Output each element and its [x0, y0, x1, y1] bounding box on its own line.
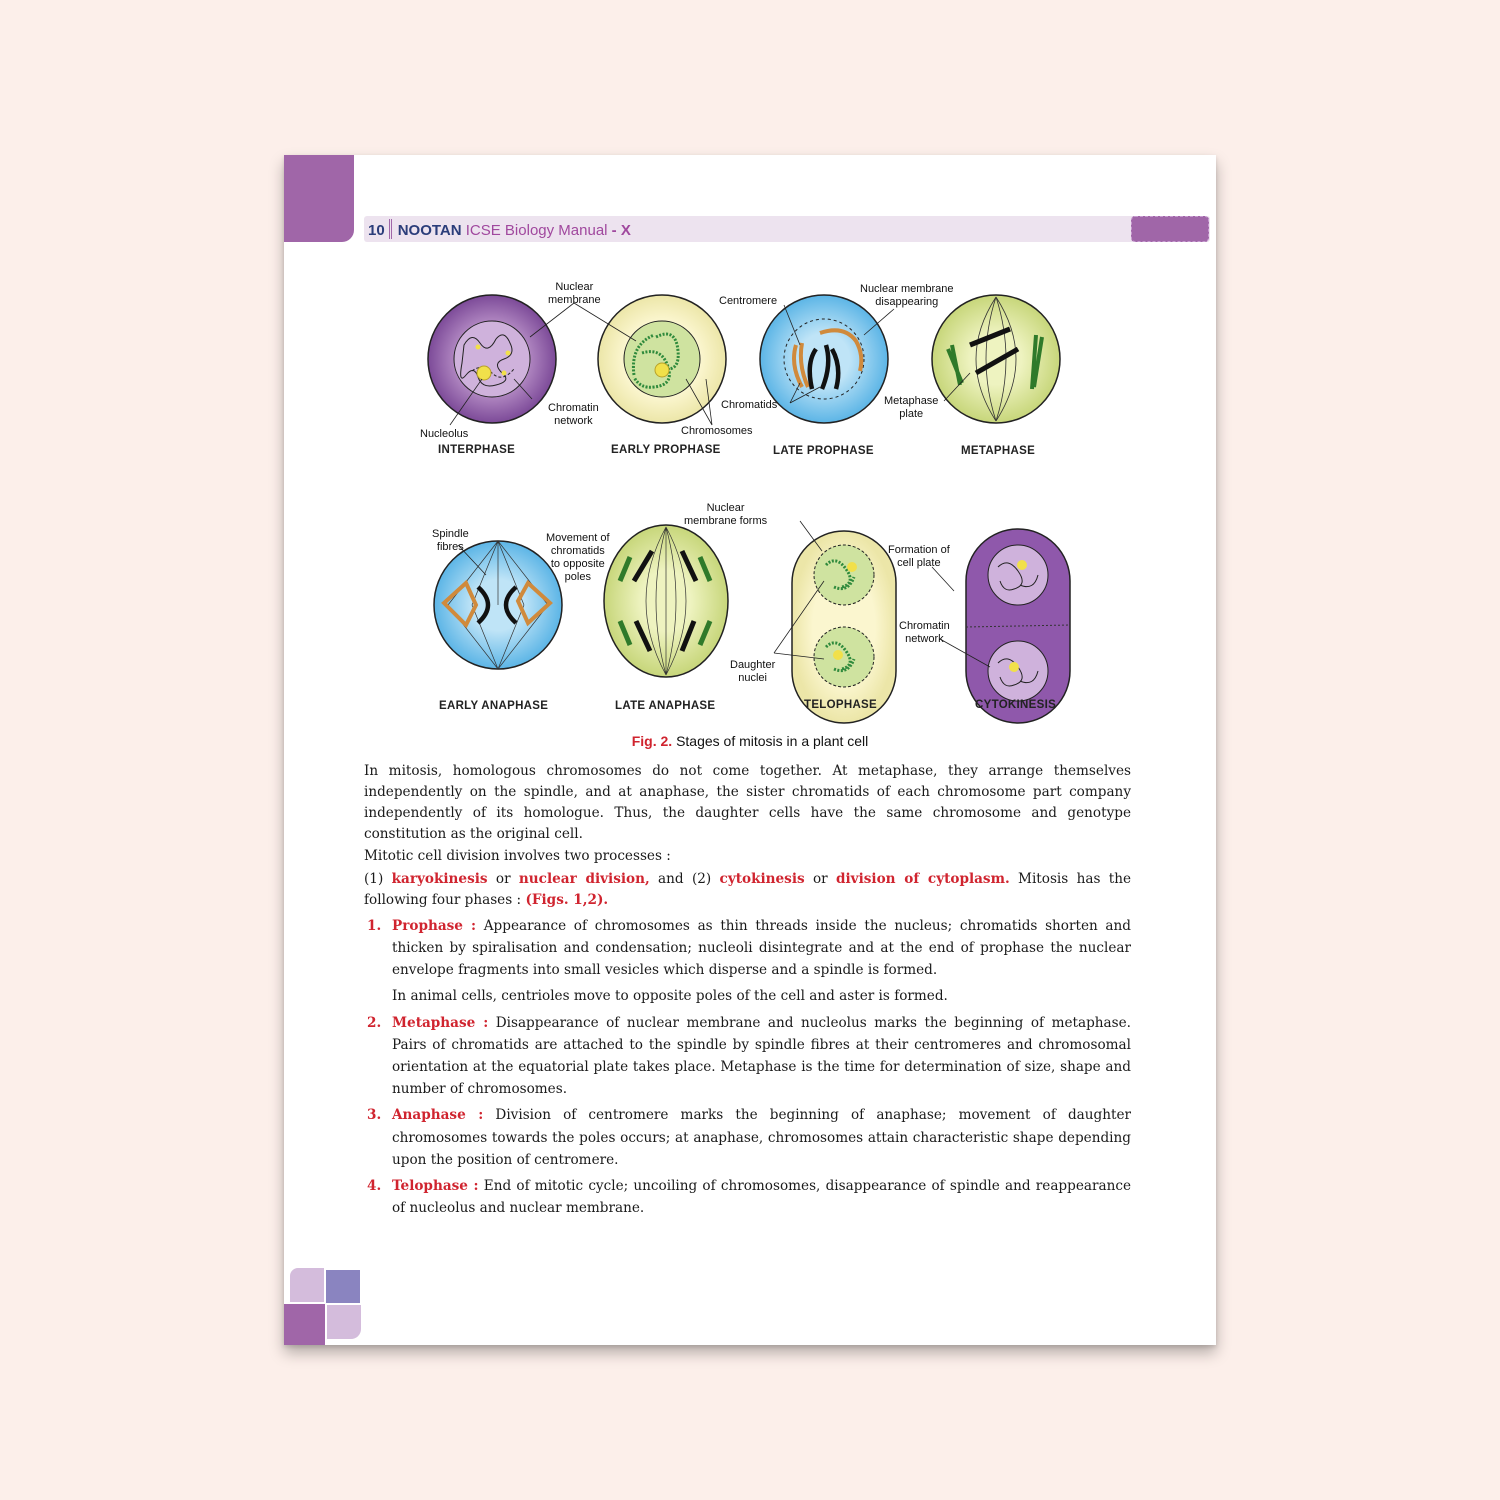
phase-item-metaphase: 2. Metaphase : Disappearance of nuclear membrane and nucleolus marks the beginning of metaphase. Pairs of chromatids are attached to the spindle by spindle fibres at their centromeres and chromosomal orientation at the equatorial plate takes place. Metaphase is the time for determination of size, shape and number of chromosomes. — [367, 1015, 1131, 1097]
phase-item-prophase: 1. Prophase : Appearance of chromosomes as thin threads inside the nucleus; chromatids shorten and thicken by spiralisation and condensation; nucleoli disintegrate and at the end of prophase the nuclear envelope fragments into small vesicles which disperse and a spindle is formed. — [367, 918, 1131, 978]
interphase-cell — [428, 295, 556, 423]
stage-early-anaphase: EARLY ANAPHASE — [439, 700, 549, 712]
telophase-cell — [792, 531, 896, 723]
label-chromatids: Chromatids — [721, 399, 778, 411]
phase-item-anaphase: 3. Anaphase : Division of centromere marks the beginning of anaphase; movement of daughter chromosomes towards the poles occurs; at anaphase, chromosomes attain characteristic shape depending upon the position of centromere. — [367, 1107, 1131, 1168]
label-formation-of-cell-plate: Formation of cell plate — [888, 544, 950, 569]
term-telophase: Telophase : — [392, 1178, 479, 1194]
figure-reference: (Figs. 1,2). — [525, 892, 609, 908]
label-daughter-nuclei: Daughter nuclei — [730, 659, 776, 684]
stage-late-anaphase: LATE ANAPHASE — [615, 700, 716, 712]
page-number: 10 — [368, 222, 385, 239]
paragraph-processes-detail: (1) karyokinesis or nuclear division, and (2) cytokinesis or division of cytoplasm. Mitosis has the following four phases : (Figs. 1,2). — [364, 871, 1132, 908]
header-separator — [389, 219, 392, 239]
term-anaphase: Anaphase : — [392, 1107, 484, 1123]
caption-text: Stages of mitosis in a plant cell — [676, 733, 869, 749]
term-metaphase: Metaphase : — [392, 1015, 489, 1031]
label-nucleolus: Nucleolus — [420, 428, 469, 440]
early-prophase-cell — [598, 295, 726, 423]
corner-square-decoration — [290, 1268, 324, 1302]
stage-cytokinesis: CYTOKINESIS — [975, 699, 1057, 711]
stage-interphase: INTERPHASE — [438, 444, 516, 456]
label-spindle-fibres: Spindle fibres — [432, 528, 469, 553]
paragraph-intro: In mitosis, homologous chromosomes do not come together. At metaphase, they arrange themselves independently on the spindle, and at anaphase, the sister chromatids of each chromosome part company independently of its homologue. Thus, the daughter cells have the same chromosome and genotype constitution as the original cell. — [364, 763, 1131, 842]
term-prophase: Prophase : — [392, 918, 477, 934]
label-chromatin-network-2: Chromatin network — [899, 620, 950, 645]
phase-note-animal-cells: In animal cells, centrioles move to opposite poles of the cell and aster is formed. — [392, 988, 948, 1004]
label-centromere: Centromere — [719, 295, 778, 307]
label-nuclear-membrane-disappearing: Nuclear membrane disappearing — [860, 283, 954, 308]
term-karyokinesis: karyokinesis — [391, 871, 488, 887]
mitosis-figure — [420, 275, 1084, 745]
stage-telophase: TELOPHASE — [804, 699, 877, 711]
cytokinesis-cell — [966, 529, 1070, 723]
corner-square-decoration — [284, 1304, 325, 1345]
term-cytokinesis: cytokinesis — [719, 871, 805, 887]
stage-late-prophase: LATE PROPHASE — [773, 445, 874, 457]
term-division-of-cytoplasm: division of cytoplasm. — [836, 871, 1010, 887]
phase-item-telophase: 4. Telophase : End of mitotic cycle; uncoiling of chromosomes, disappearance of spindle and reappearance of nucleolus and nuclear membrane. — [367, 1178, 1131, 1216]
stage-early-prophase: EARLY PROPHASE — [611, 444, 721, 456]
brand-name: NOOTAN — [397, 222, 462, 239]
caption-label: Fig. 2. — [631, 733, 673, 749]
paragraph-processes: Mitotic cell division involves two processes : — [364, 848, 671, 864]
late-prophase-cell — [760, 295, 888, 423]
label-movement-of-chromatids: Movement of chromatids to opposite poles — [546, 532, 610, 583]
corner-tab-decoration — [284, 155, 354, 242]
book-page — [284, 155, 1216, 1345]
running-header — [368, 219, 631, 241]
book-subtitle: ICSE Biology Manual — [465, 222, 608, 239]
corner-square-decoration — [326, 1270, 360, 1303]
figure-caption — [284, 733, 1216, 749]
header-end-decoration — [1131, 216, 1209, 242]
metaphase-cell — [932, 295, 1060, 423]
label-chromosomes: Chromosomes — [681, 425, 753, 437]
label-nuclear-membrane: Nuclear membrane — [548, 281, 601, 306]
term-nuclear-division: nuclear division, — [518, 871, 650, 887]
corner-square-decoration — [327, 1305, 361, 1339]
stage-metaphase: METAPHASE — [961, 445, 1036, 457]
label-nuclear-membrane-forms: Nuclear membrane forms — [684, 502, 768, 527]
late-anaphase-cell — [604, 525, 728, 677]
early-anaphase-cell — [434, 541, 562, 669]
label-chromatin-network: Chromatin network — [548, 402, 599, 427]
book-class: - X — [611, 222, 631, 239]
label-metaphase-plate: Metaphase plate — [884, 395, 939, 420]
